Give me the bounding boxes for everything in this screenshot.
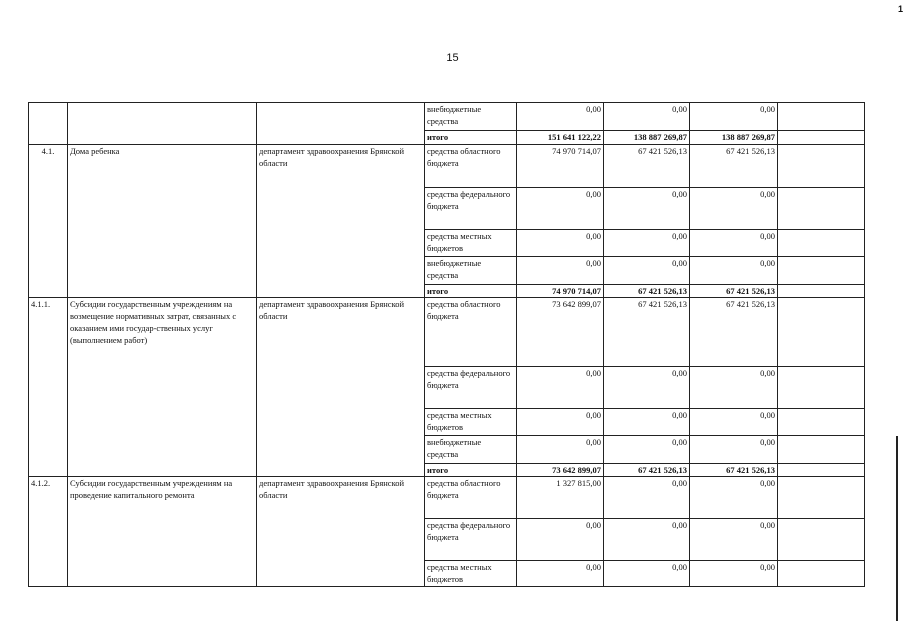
total-value: 67 421 526,13 <box>604 285 690 298</box>
value-cell: 74 970 714,07 <box>517 145 604 188</box>
item-code: 4.1. <box>29 145 68 298</box>
table-row <box>29 477 865 519</box>
source-cell: внебюджетные средства <box>425 103 517 131</box>
item-department: департамент здравоохранения Брянской области <box>257 145 425 298</box>
total-value: 67 421 526,13 <box>690 464 778 477</box>
table-row <box>29 145 865 188</box>
value-cell: 0,00 <box>604 477 690 519</box>
source-cell: средства областного бюджета <box>425 477 517 519</box>
source-cell: внебюджетные средства <box>425 436 517 464</box>
table-row <box>29 103 865 131</box>
value-cell: 0,00 <box>690 367 778 409</box>
source-cell: средства областного бюджета <box>425 145 517 188</box>
value-cell: 0,00 <box>604 103 690 131</box>
value-cell: 67 421 526,13 <box>604 298 690 367</box>
value-cell: 0,00 <box>690 103 778 131</box>
value-cell: 0,00 <box>517 436 604 464</box>
value-cell: 0,00 <box>604 257 690 285</box>
value-cell: 0,00 <box>690 188 778 230</box>
value-cell: 0,00 <box>517 188 604 230</box>
source-cell: средства областного бюджета <box>425 298 517 367</box>
item-department: департамент здравоохранения Брянской области <box>257 298 425 477</box>
total-value: 73 642 899,07 <box>517 464 604 477</box>
value-cell: 0,00 <box>604 230 690 257</box>
value-cell: 0,00 <box>604 436 690 464</box>
scan-edge-line <box>896 436 898 621</box>
item-code: 4.1.2. <box>29 477 68 587</box>
item-department: департамент здравоохранения Брянской области <box>257 477 425 587</box>
value-cell: 0,00 <box>604 519 690 561</box>
value-cell: 0,00 <box>690 436 778 464</box>
value-cell: 67 421 526,13 <box>604 145 690 188</box>
total-value: 67 421 526,13 <box>690 285 778 298</box>
item-name: Дома ребенка <box>68 145 257 298</box>
item-name: Субсидии государственным учреждениям на возмещение нормативных затрат, связанных с оказанием ими государ-ственных услуг (выполнением работ) <box>68 298 257 477</box>
source-cell: средства федерального бюджета <box>425 519 517 561</box>
source-cell: средства федерального бюджета <box>425 367 517 409</box>
value-cell: 0,00 <box>517 367 604 409</box>
source-cell: средства местных бюджетов <box>425 561 517 587</box>
source-cell: средства федерального бюджета <box>425 188 517 230</box>
budget-table <box>28 102 865 587</box>
value-cell: 0,00 <box>690 561 778 587</box>
value-cell: 0,00 <box>604 561 690 587</box>
value-cell: 67 421 526,13 <box>690 298 778 367</box>
total-value: 67 421 526,13 <box>604 464 690 477</box>
item-name: Субсидии государственным учреждениям на проведение капитального ремонта <box>68 477 257 587</box>
source-cell: средства местных бюджетов <box>425 409 517 436</box>
value-cell: 0,00 <box>517 103 604 131</box>
value-cell: 0,00 <box>604 367 690 409</box>
total-value: 74 970 714,07 <box>517 285 604 298</box>
total-label: итого <box>425 464 517 477</box>
value-cell: 1 327 815,00 <box>517 477 604 519</box>
item-code: 4.1.1. <box>29 298 68 477</box>
value-cell: 0,00 <box>604 409 690 436</box>
total-value: 138 887 269,87 <box>690 131 778 145</box>
value-cell: 0,00 <box>517 409 604 436</box>
value-cell: 0,00 <box>690 230 778 257</box>
value-cell: 0,00 <box>517 561 604 587</box>
value-cell: 0,00 <box>517 257 604 285</box>
value-cell: 0,00 <box>517 519 604 561</box>
table-row <box>29 298 865 367</box>
total-label: итого <box>425 131 517 145</box>
value-cell: 73 642 899,07 <box>517 298 604 367</box>
value-cell: 0,00 <box>690 519 778 561</box>
value-cell: 0,00 <box>690 477 778 519</box>
total-label: итого <box>425 285 517 298</box>
corner-mark: 1 <box>897 4 903 14</box>
value-cell: 0,00 <box>604 188 690 230</box>
total-value: 151 641 122,22 <box>517 131 604 145</box>
value-cell: 67 421 526,13 <box>690 145 778 188</box>
source-cell: средства местных бюджетов <box>425 230 517 257</box>
total-value: 138 887 269,87 <box>604 131 690 145</box>
value-cell: 0,00 <box>690 409 778 436</box>
value-cell: 0,00 <box>517 230 604 257</box>
table-row-total <box>29 131 865 145</box>
page-number: 15 <box>446 52 459 64</box>
value-cell: 0,00 <box>690 257 778 285</box>
source-cell: внебюджетные средства <box>425 257 517 285</box>
